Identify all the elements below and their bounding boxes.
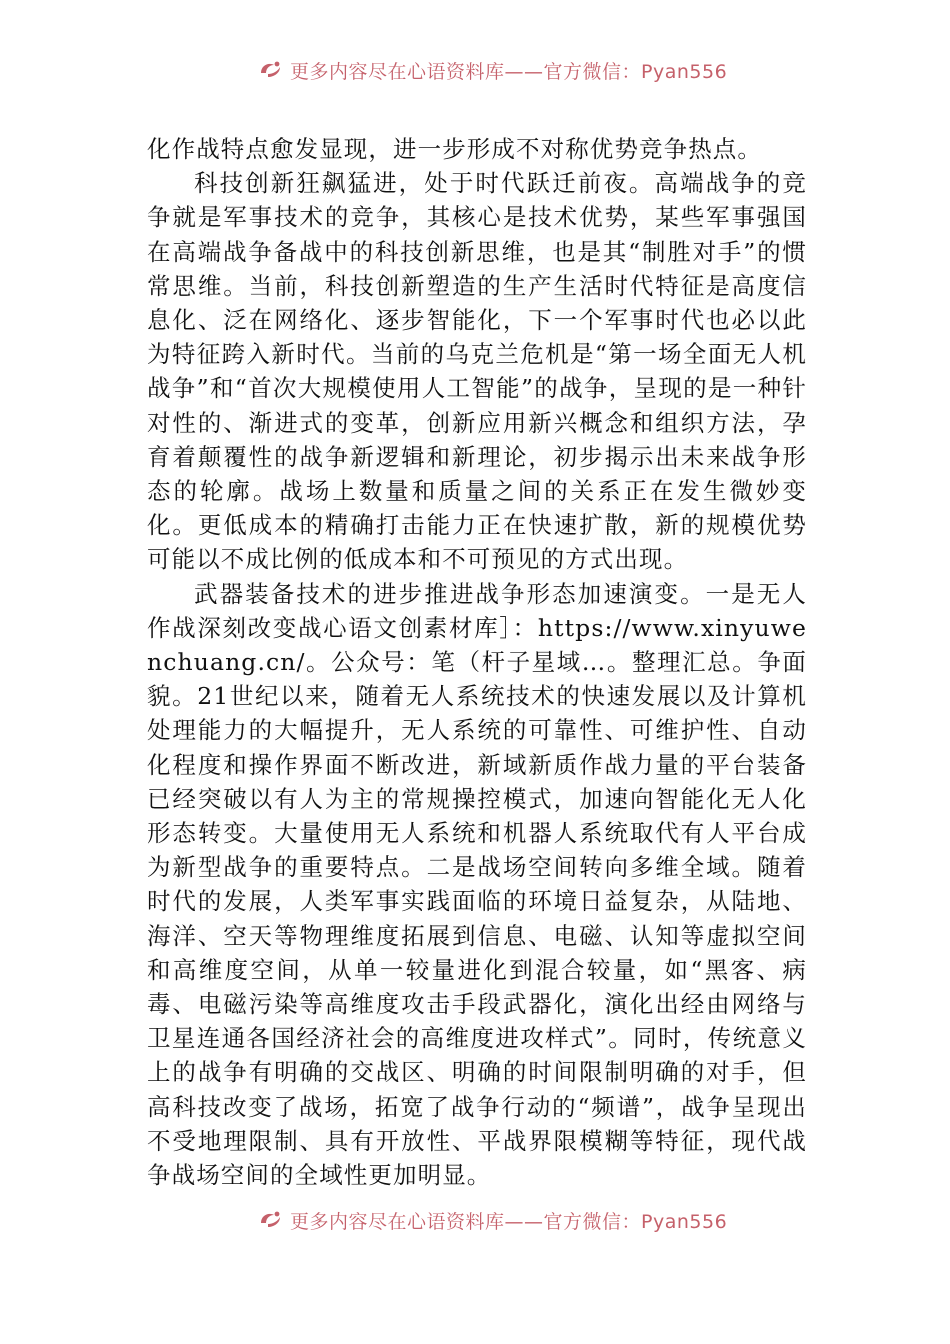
brand-logo-icon <box>258 59 284 81</box>
document-body <box>147 132 807 1192</box>
header-watermark <box>258 57 727 83</box>
paragraph-3: 武器装备技术的进步推进战争形态加速演变。一是无人作战深刻改变战心语文创素材库］：https://www.xinyuwenchuang.cn/。公众号：笔（杆子星域…。整理汇总。争面貌。21世纪以来，随着无人系统技术的快速发展以及计算机处理能力的大幅提升，无人系统的可靠性、可维护性、自动化程度和操作界面不断改进，新域新质作战力量的平台装备已经突破以有人为主的常规操控模式，加速向智能化无人化形态转变。大量使用无人系统和机器人系统取代有人平台成为新型战争的重要特点。二是战场空间转向多维全域。随着时代的发展，人类军事实践面临的环境日益复杂，从陆地、海洋、空天等物理维度拓展到信息、电磁、认知等虚拟空间和高维度空间，从单一较量进化到混合较量，如“黑客、病毒、电磁污染等高维度攻击手段武器化，演化出经由网络与卫星连通各国经济社会的高维度进攻样式”。同时，传统意义上的战争有明确的交战区、明确的时间限制明确的对手，但高科技改变了战场，拓宽了战争行动的“频谱”，战争呈现出不受地理限制、具有开放性、平战界限模糊等特征，现代战争战场空间的全域性更加明显。 <box>147 579 807 1190</box>
watermark-text: 更多内容尽在心语资料库——官方微信：Pyan556 <box>290 60 728 83</box>
paragraph-1: 化作战特点愈发显现，进一步形成不对称优势竞争热点。 <box>147 135 762 163</box>
footer-watermark <box>258 1207 727 1233</box>
brand-logo-icon <box>258 1209 284 1231</box>
watermark-text: 更多内容尽在心语资料库——官方微信：Pyan556 <box>290 1210 728 1233</box>
paragraph-2: 科技创新狂飙猛进，处于时代跃迁前夜。高端战争的竞争就是军事技术的竞争，其核心是技术优势，某些军事强国在高端战争备战中的科技创新思维，也是其“制胜对手”的惯常思维。当前，科技创新塑造的生产生活时代特征是高度信息化、泛在网络化、逐步智能化，下一个军事时代也必以此为特征跨入新时代。当前的乌克兰危机是“第一场全面无人机战争”和“首次大规模使用人工智能”的战争，呈现的是一种针对性的、渐进式的变革，创新应用新兴概念和组织方法，孕育着颠覆性的战争新逻辑和新理论，初步揭示出未来战争形态的轮廓。战场上数量和质量之间的关系正在发生微妙变化。更低成本的精确打击能力正在快速扩散，新的规模优势可能以不成比例的低成本和不可预见的方式出现。 <box>147 169 807 574</box>
